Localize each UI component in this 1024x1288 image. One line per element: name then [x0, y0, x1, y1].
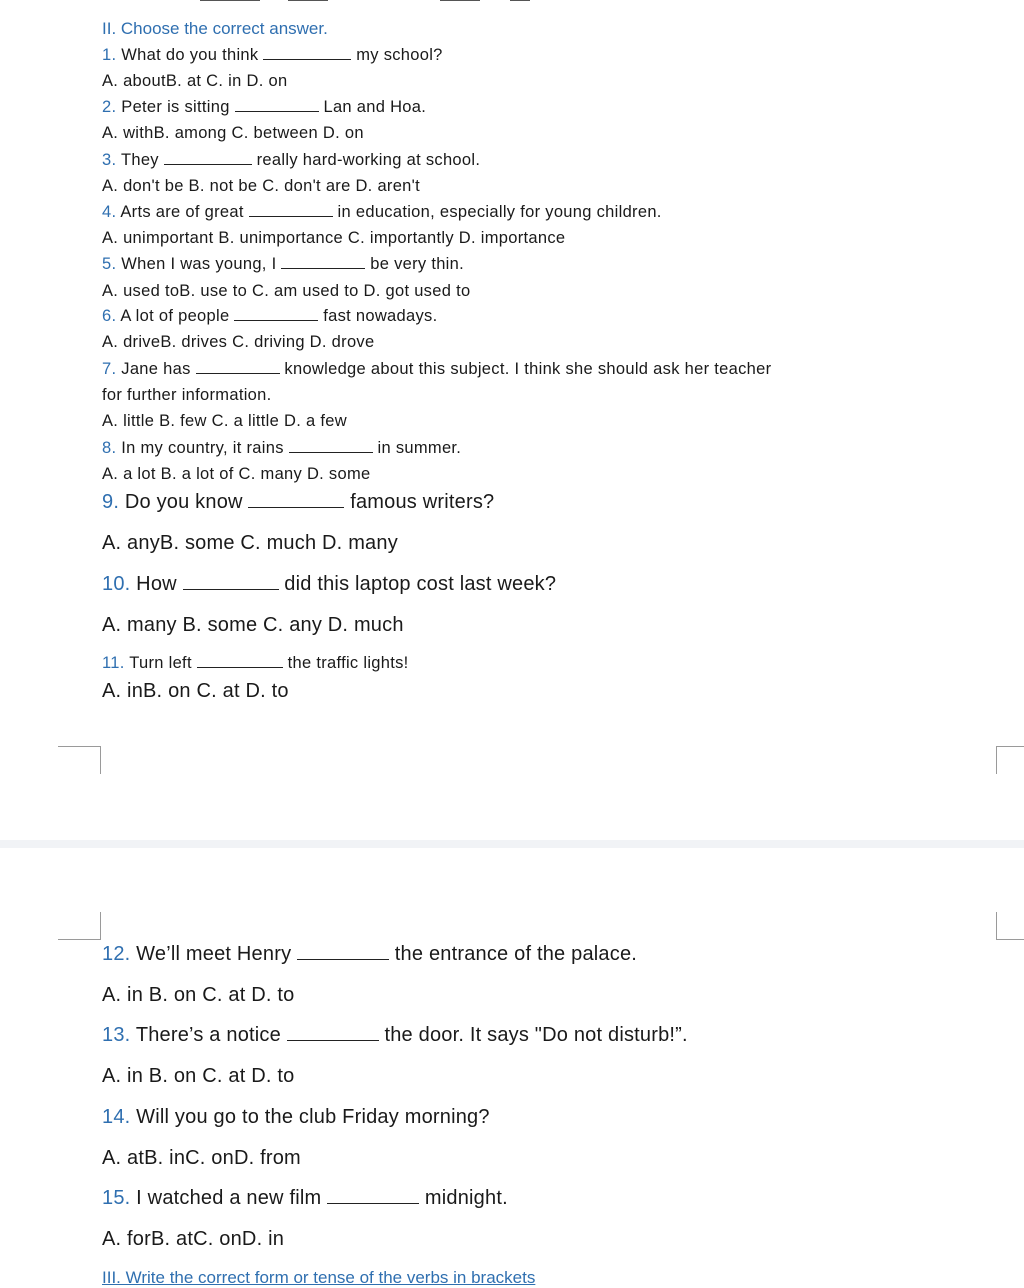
question-number: 5.	[102, 255, 117, 273]
question-number: 3.	[102, 151, 117, 169]
question-1-options: A. aboutB. at C. in D. on	[102, 72, 288, 90]
section-heading: II. Choose the correct answer.	[102, 19, 328, 38]
answer-blank	[183, 585, 279, 590]
answer-blank	[235, 108, 319, 112]
question-9: 9. Do you know famous writers?	[102, 491, 495, 513]
question-number: 13.	[102, 1024, 131, 1046]
question-15: 15. I watched a new film midnight.	[102, 1187, 508, 1209]
answer-blank	[164, 161, 252, 165]
question-7-continuation: for further information.	[102, 386, 272, 404]
answer-blank	[287, 1036, 379, 1041]
answer-blank	[327, 1199, 419, 1204]
question-14-options: A. atB. inC. onD. from	[102, 1147, 301, 1169]
answer-blank	[234, 317, 318, 321]
question-12-options: A. in B. on C. at D. to	[102, 984, 295, 1006]
question-number: 7.	[102, 360, 117, 378]
question-number: 8.	[102, 439, 117, 457]
page-corner-mark-bottom-left	[58, 746, 101, 774]
next-section-heading: III. Write the correct form or tense of the verbs in brackets	[102, 1268, 536, 1287]
question-number: 1.	[102, 46, 117, 64]
question-number: 10.	[102, 573, 131, 595]
question-number: 14.	[102, 1106, 131, 1128]
page-break	[0, 840, 1024, 848]
question-8-options: A. a lot B. a lot of C. many D. some	[102, 465, 371, 483]
answer-blank	[249, 213, 333, 217]
question-5-options: A. used toB. use to C. am used to D. got used to	[102, 282, 471, 300]
question-number: 9.	[102, 491, 120, 513]
question-5: 5. When I was young, I be very thin.	[102, 255, 465, 273]
answer-blank	[281, 265, 365, 269]
question-8: 8. In my country, it rains in summer.	[102, 439, 462, 457]
question-number: 11.	[102, 654, 125, 672]
question-number: 4.	[102, 203, 117, 221]
question-1: 1. What do you think my school?	[102, 46, 443, 64]
question-6: 6. A lot of people fast nowadays.	[102, 307, 438, 325]
question-2-options: A. withB. among C. between D. on	[102, 124, 364, 142]
question-number: 6.	[102, 307, 117, 325]
question-7-options: A. little B. few C. a little D. a few	[102, 412, 347, 430]
answer-blank	[263, 56, 351, 60]
page-corner-mark-top-left	[58, 912, 101, 940]
question-7: 7. Jane has knowledge about this subject. I think she should ask her teacher	[102, 360, 772, 378]
question-13-options: A. in B. on C. at D. to	[102, 1065, 295, 1087]
question-2: 2. Peter is sitting Lan and Hoa.	[102, 98, 427, 116]
question-4: 4. Arts are of great in education, especially for young children.	[102, 203, 662, 221]
question-14: 14. Will you go to the club Friday morning?	[102, 1106, 490, 1128]
question-10: 10. How did this laptop cost last week?	[102, 573, 557, 595]
answer-blank	[196, 370, 280, 374]
question-10-options: A. many B. some C. any D. much	[102, 614, 404, 636]
answer-blank	[289, 449, 373, 453]
page-corner-mark-bottom-right	[996, 746, 1024, 774]
question-9-options: A. anyB. some C. much D. many	[102, 532, 398, 554]
question-6-options: A. driveB. drives C. driving D. drove	[102, 333, 375, 351]
question-number: 2.	[102, 98, 117, 116]
answer-blank	[248, 503, 344, 508]
question-3-options: A. don't be B. not be C. don't are D. aren't	[102, 177, 420, 195]
page-corner-mark-top-right	[996, 912, 1024, 940]
question-number: 15.	[102, 1187, 131, 1209]
question-4-options: A. unimportant B. unimportance C. importantly D. importance	[102, 229, 566, 247]
top-cropped-underlines	[0, 0, 1024, 4]
question-15-options: A. forB. atC. onD. in	[102, 1228, 285, 1250]
question-13: 13. There’s a notice the door. It says "Do not disturb!”.	[102, 1024, 688, 1046]
question-number: 12.	[102, 943, 131, 965]
question-3: 3. They really hard-working at school.	[102, 151, 481, 169]
answer-blank	[197, 664, 283, 668]
question-11: 11. Turn left the traffic lights!	[102, 654, 409, 672]
answer-blank	[297, 955, 389, 960]
question-12: 12. We’ll meet Henry the entrance of the palace.	[102, 943, 638, 965]
question-11-options: A. inB. on C. at D. to	[102, 680, 289, 702]
